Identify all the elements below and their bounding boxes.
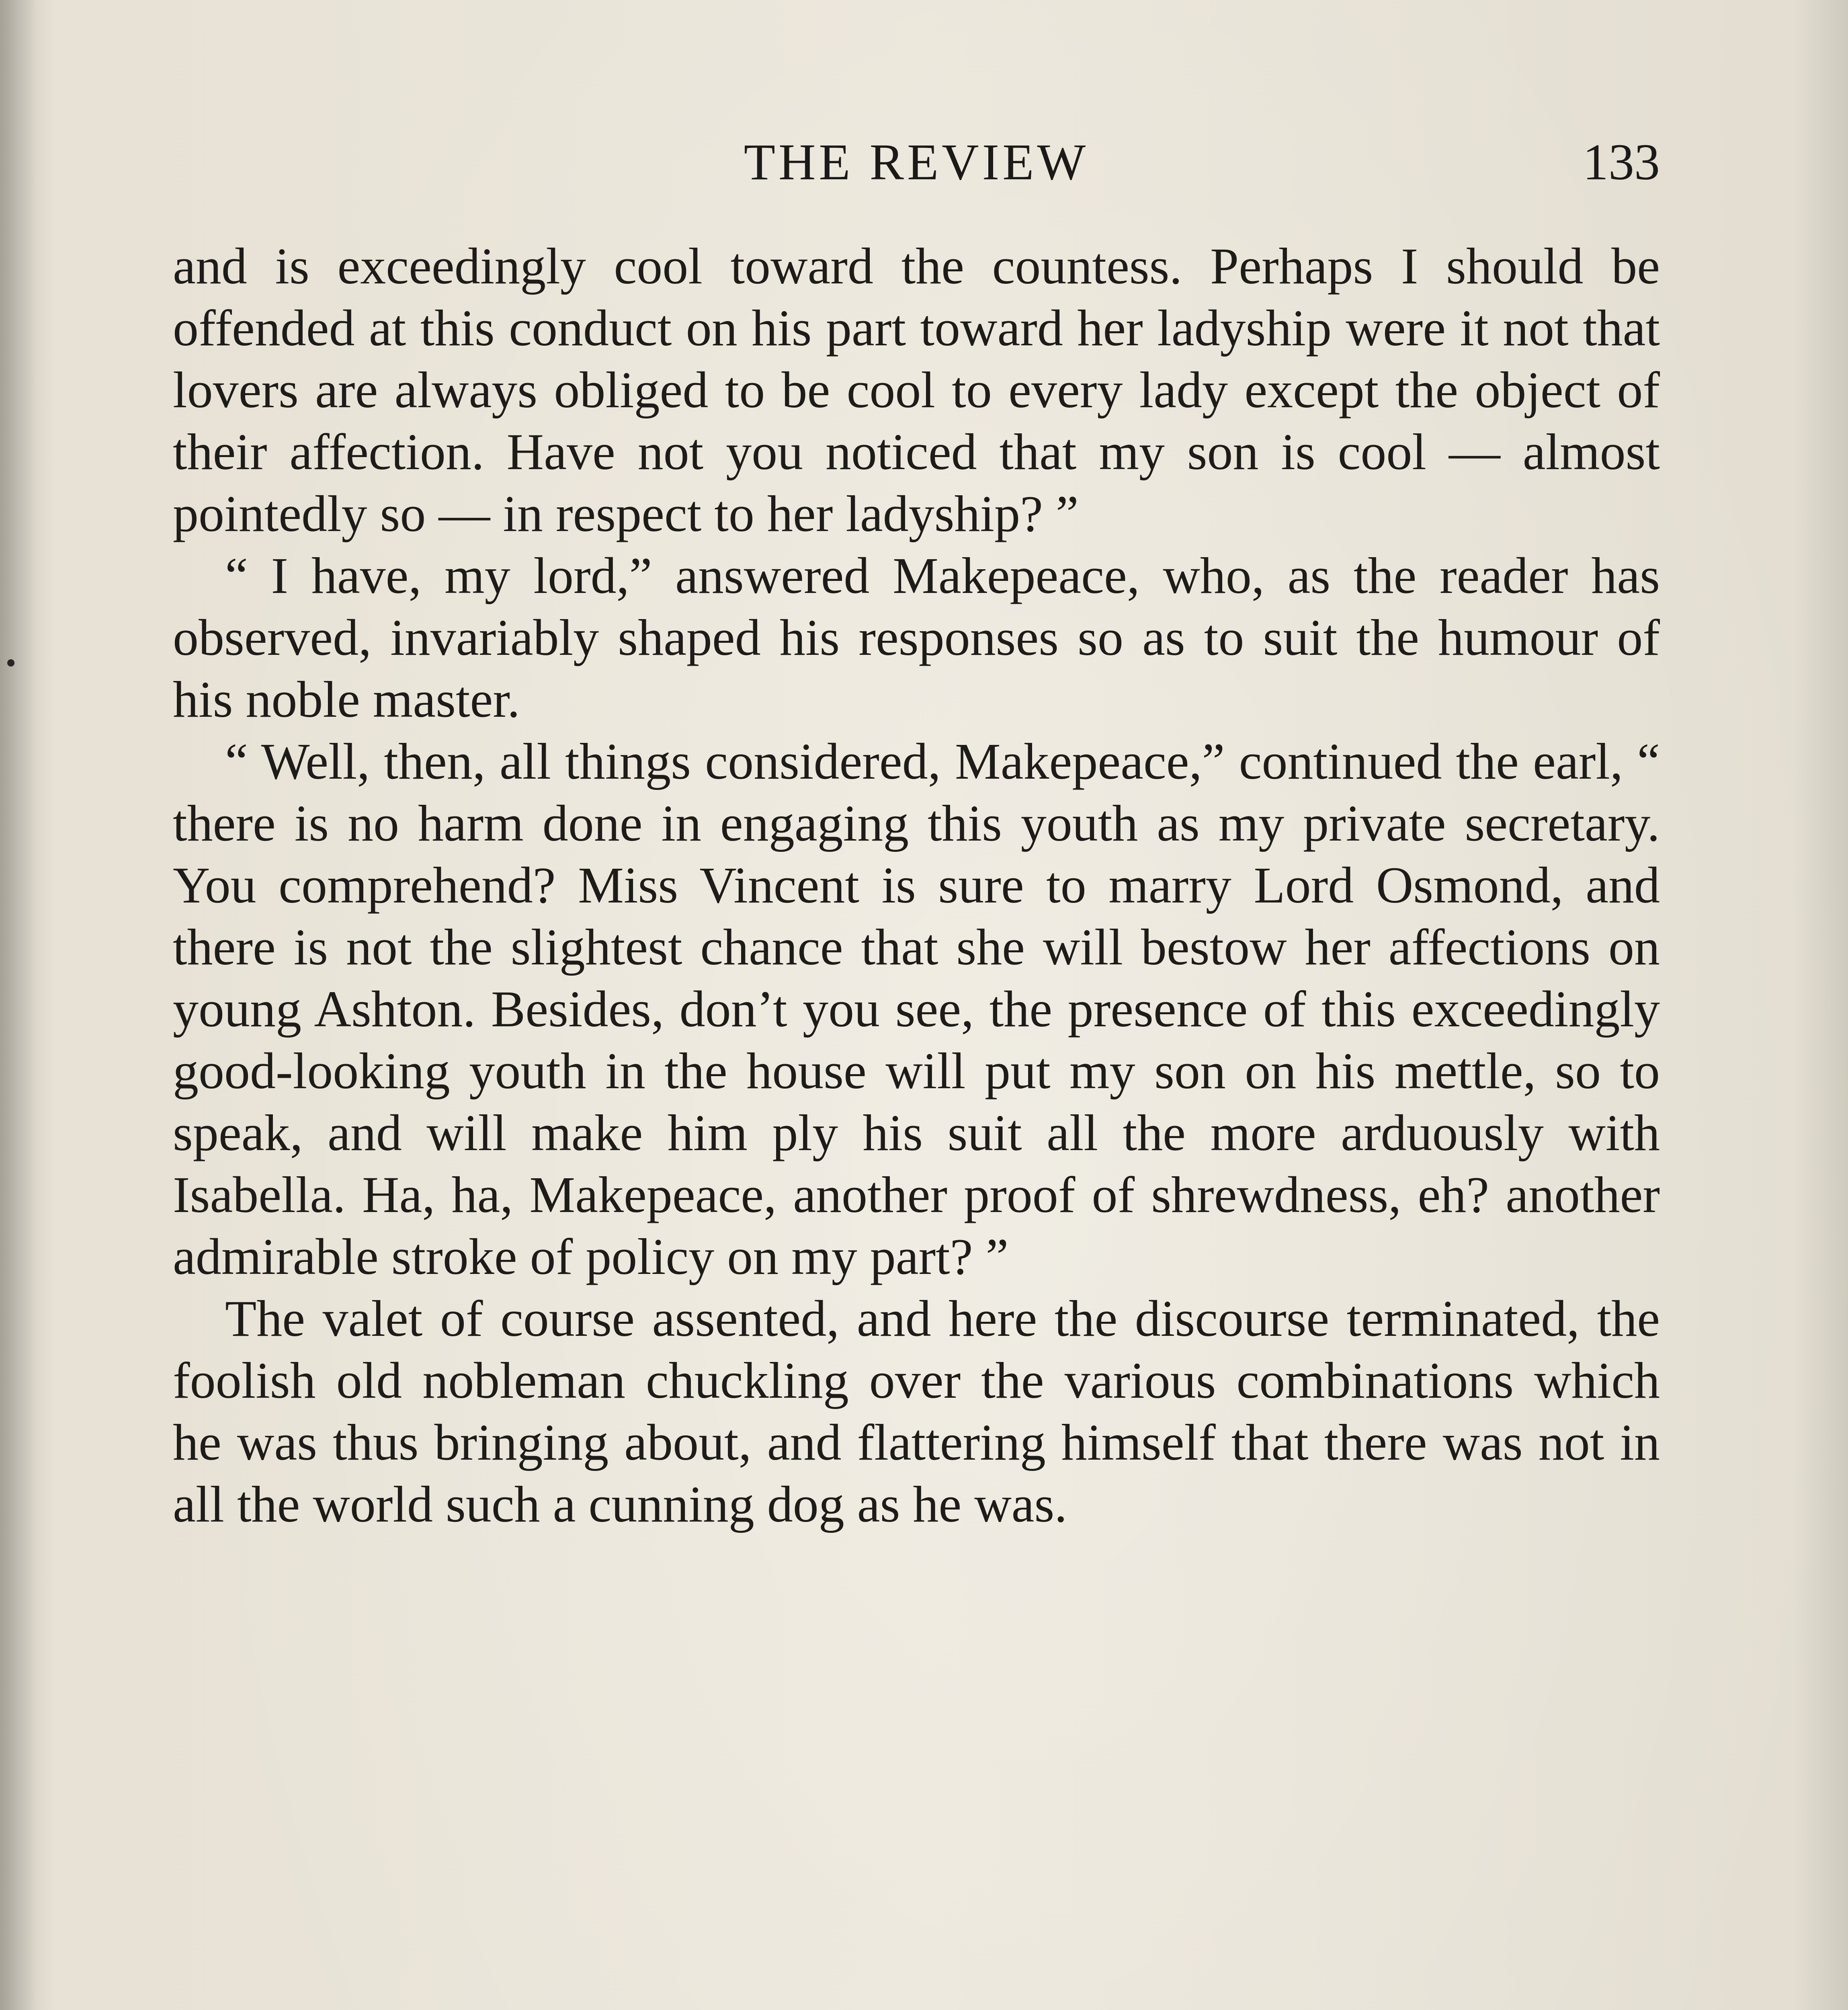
paragraph-2: “ I have, my lord,” answered Makepeace, who, as the reader has observed, invariably shaped his responses so as to suit the humour of his noble master. <box>173 547 1660 728</box>
paragraph-1: and is exceedingly cool toward the countess. Perhaps I should be offended at this conduct on his part toward her ladyship were it not that lovers are always obliged to be cool to every lady except the object of their affection. Have not you noticed that my son is cool — almost pointedly so — in respect to her ladyship? ” <box>173 238 1660 542</box>
show-through-text-area <box>173 1664 1660 2010</box>
print-speck <box>7 659 14 667</box>
paragraph-4: The valet of course assented, and here the discourse terminated, the foolish old nobleman chuckling over the various combinations which he was thus bringing about, and flattering himself that there was not in all the world such a cunning dog as he was. <box>173 1290 1660 1533</box>
gutter-shadow <box>0 0 36 2010</box>
page-number: 133 <box>1583 133 1660 191</box>
page-header <box>173 125 1660 197</box>
paragraph-3: “ Well, then, all things considered, Makepeace,” continued the earl, “ there is no harm done in engaging this youth as my private secretary. You comprehend? Miss Vincent is sure to marry Lord Osmond, and there is not the slightest chance that she will bestow her affections on young Ashton. Besides, don’t you see, the presence of this exceedingly good-looking youth in the house will put my son on his mettle, so to speak, and will make him ply his suit all the more arduously with Isabella. Ha, ha, Makepeace, another proof of shrewdness, eh? another admirable stroke of policy on my part? ” <box>173 733 1660 1285</box>
page-text <box>173 235 1660 1535</box>
running-head: THE REVIEW <box>744 133 1089 191</box>
